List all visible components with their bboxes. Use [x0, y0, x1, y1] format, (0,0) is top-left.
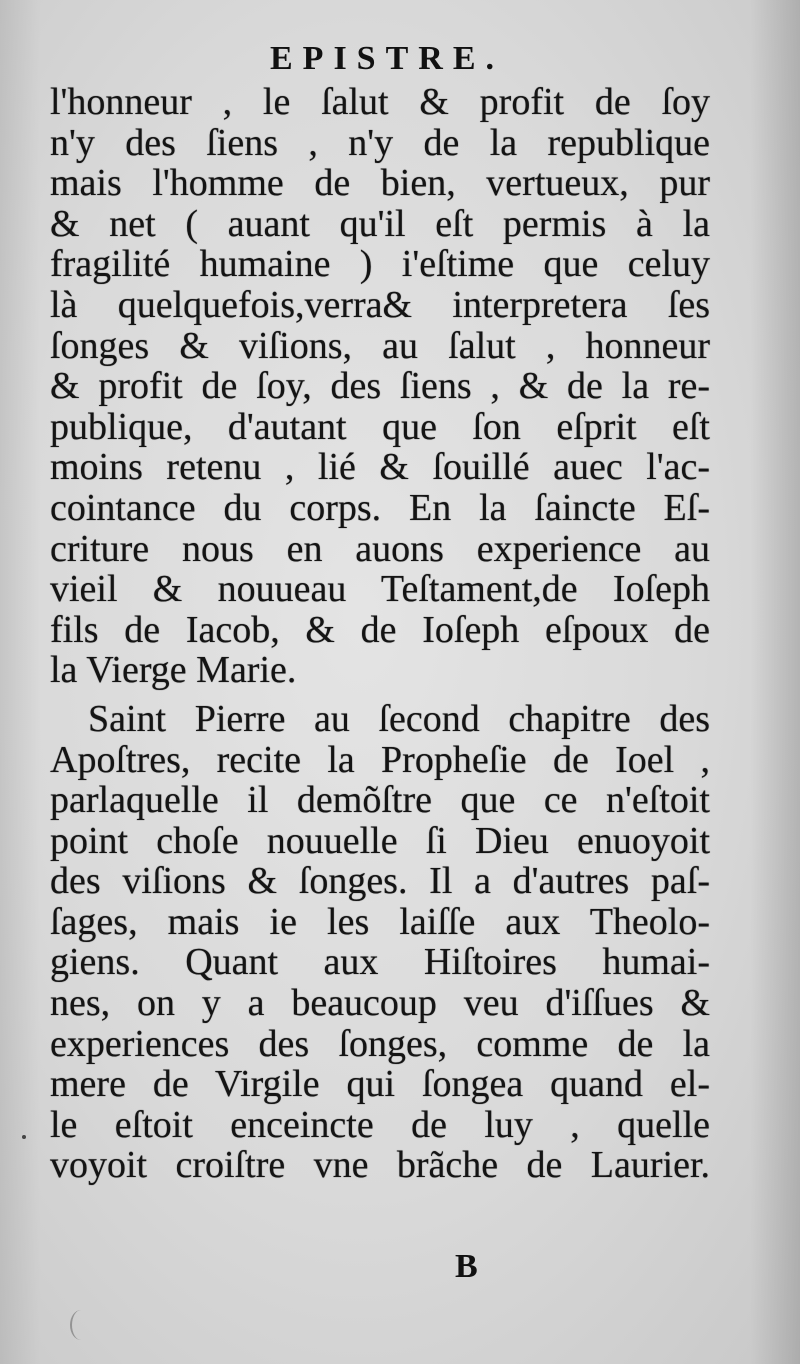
text-line: & net ( auant qu'il eſt permis à la [50, 202, 710, 245]
paragraph-2 [50, 699, 710, 1186]
ink-speck [22, 1135, 26, 1139]
text-line: vieil & nouueau Teſtament,de Ioſeph [50, 568, 710, 611]
text-line: ſages, mais ie les laiſſe aux Theolo- [50, 900, 710, 943]
text-line: l'honneur , le ſalut & profit de ſoy [50, 81, 710, 123]
text-line: n'y des ſiens , n'y de la republique [50, 121, 710, 164]
page-shadow-right [750, 0, 800, 1364]
text-line: mere de Virgile qui ſongea quand el- [50, 1063, 710, 1106]
text-line: la Vierge Marie. [50, 649, 297, 692]
page-shadow-left [0, 0, 40, 1364]
text-line: publique, d'autant que ſon eſprit eſt [50, 405, 710, 448]
text-line: giens. Quant aux Hiſtoires humai- [50, 941, 710, 984]
text-line: nes, on y a beaucoup veu d'iſſues & [50, 982, 710, 1025]
paper-smudge [70, 1310, 92, 1340]
text-line: fragilité humaine ) i'eſtime que celuy [50, 243, 710, 286]
text-line: parlaquelle il demõſtre que ce n'eſtoit [50, 779, 710, 822]
text-line: fils de Iacob, & de Ioſeph eſpoux de [50, 608, 710, 651]
text-line: des viſions & ſonges. Il a d'autres paſ- [50, 860, 710, 903]
signature-mark: B [455, 1248, 478, 1285]
text-line: point choſe nouuelle ſi Dieu enuoyoit [50, 819, 710, 862]
text-line: là quelquefois,verra& interpretera ſes [50, 283, 710, 326]
text-line: ſonges & viſions, au ſalut , honneur [50, 324, 710, 367]
body-text [50, 82, 710, 1186]
text-line: cointance du corps. En la ſaincte Eſ- [50, 486, 710, 529]
text-line: & profit de ſoy, des ſiens , & de la re- [50, 365, 710, 408]
text-line: le eſtoit enceincte de luy , quelle [50, 1103, 710, 1146]
running-head: EPISTRE. [270, 40, 504, 77]
text-line: mais l'homme de bien, vertueux, pur [50, 162, 710, 205]
text-line: Apoſtres, recite la Propheſie de Ioel , [50, 738, 710, 781]
text-line: criture nous en auons experience au [50, 527, 710, 570]
text-line: Saint Pierre au ſecond chapitre des [88, 697, 710, 740]
paragraph-1 [50, 82, 710, 691]
text-line: experiences des ſonges, comme de la [50, 1022, 710, 1065]
text-line: moins retenu , lié & ſouillé auec l'ac- [50, 446, 710, 489]
text-line: voyoit croiſtre vne brãche de Laurier. [50, 1144, 710, 1187]
